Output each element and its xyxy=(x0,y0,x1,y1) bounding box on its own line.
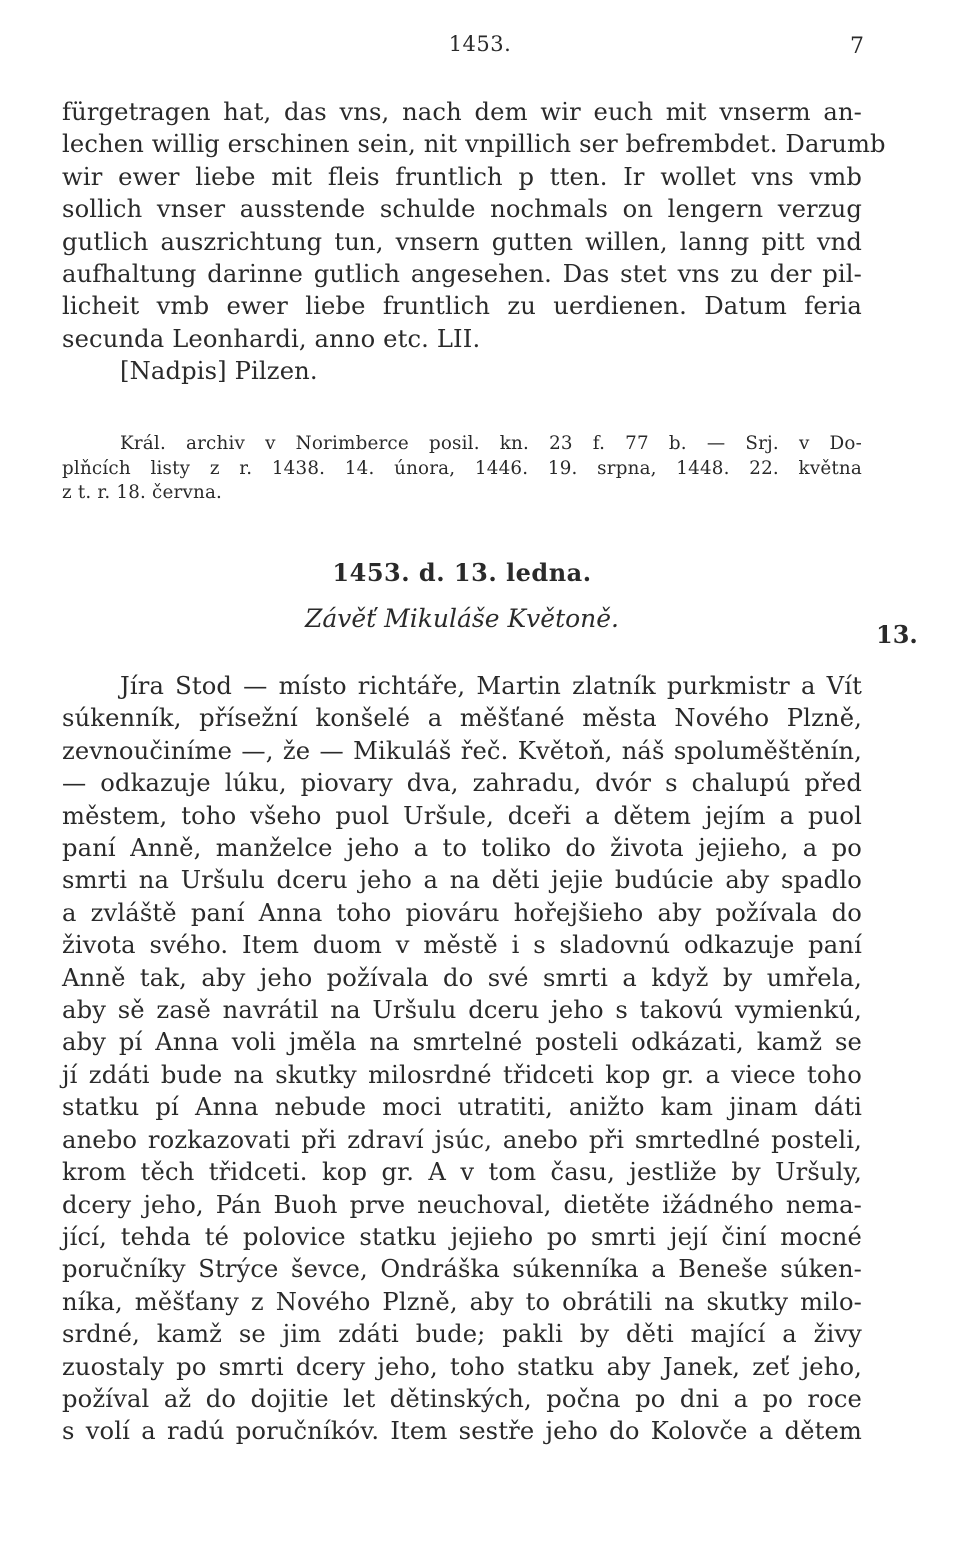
text-line: paní Anně, manželce jeho a to toliko do života jejieho, a po xyxy=(62,834,862,863)
text-line: licheit vmb ewer liebe fruntlich zu uerdienen. Datum feria xyxy=(62,292,862,321)
entry-title: Závěť Mikuláše Květoně. xyxy=(304,604,620,633)
text-line: anebo rozkazovati při zdraví jsúc, anebo při smrtedlné posteli, xyxy=(62,1125,862,1154)
text-line: súkenník, přísežní konšelé a měšťané města Nového Plzně, xyxy=(62,704,862,733)
text-line: — odkazuje lúku, piovary dva, zahradu, dvór s chalupú před xyxy=(62,769,862,798)
text-line: jí zdáti bude na skutky milosrdné třidceti kop gr. a viece toho xyxy=(62,1060,862,1089)
text-line: gutlich auszrichtung tun, vnsern gutten willen, lanng pitt vnd xyxy=(62,227,862,256)
note-line: z t. r. 18. června. xyxy=(62,482,223,503)
text-line: statku pí Anna nebude moci utratiti, anižto kam jinam dáti xyxy=(62,1093,862,1122)
entry-text xyxy=(62,670,862,1448)
page-number: 7 xyxy=(850,34,864,59)
text-line: zevnoučiníme —, že — Mikuláš řeč. Květoň, náš spoluměštěnín, xyxy=(62,736,862,765)
text-line: života svého. Item duom v městě i s sladovnú odkazuje paní xyxy=(62,931,862,960)
text-line: lechen willig erschinen sein, nit vnpillich ser befrembdet. Darumb xyxy=(62,130,886,159)
text-line: aby pí Anna voli jměla na smrtelné posteli odkázati, kamž se xyxy=(62,1028,862,1057)
text-line: s volí a radú poručníkóv. Item sestře jeho do Kolovče a dětem xyxy=(62,1417,862,1446)
note-line: Král. archiv v Norimberce posil. kn. 23 f. 77 b. — Srj. v Do- xyxy=(120,433,862,454)
text-line: secunda Leonhardi, anno etc. LII. xyxy=(62,324,481,353)
text-line: aufhaltung darinne gutlich angesehen. Das stet vns zu der pil- xyxy=(62,260,862,289)
entry-date-heading: 1453. d. 13. ledna. xyxy=(332,558,592,587)
running-header-year: 1453. xyxy=(448,32,512,56)
text-line: městem, toho všeho puol Uršule, dceři a dětem jejím a puol xyxy=(62,801,862,830)
text-line: poručníky Strýce ševce, Ondráška súkenníka a Beneše súken- xyxy=(62,1255,862,1284)
text-line: Jíra Stod — místo richtáře, Martin zlatník purkmistr a Vít xyxy=(120,672,862,700)
text-line: jící, tehda té polovice statku jejieho po smrti její činí mocné xyxy=(62,1222,862,1251)
letter-text xyxy=(62,96,886,388)
text-line: Anně tak, aby jeho požívala do své smrti a když by umřela, xyxy=(62,963,862,992)
text-line: sollich vnser ausstende schulde nochmals on lengern verzug xyxy=(62,195,862,224)
inscription: [Nadpis] Pilzen. xyxy=(120,357,318,386)
source-note xyxy=(62,432,862,506)
note-line: plňcích listy z r. 1438. 14. února, 1446. 19. srpna, 1448. 22. května xyxy=(62,457,862,479)
margin-entry-number: 13. xyxy=(876,620,918,649)
text-line: wir ewer liebe mit fleis fruntlich p tten. Ir wollet vns vmb xyxy=(62,162,862,191)
text-line: srdné, kamž se jim zdáti bude; pakli by děti mající a živy xyxy=(62,1320,862,1349)
text-line: zuostaly po smrti dcery jeho, toho statku aby Janek, zeť jeho, xyxy=(62,1352,862,1381)
text-line: požíval až do dojitie let dětinských, počna po dni a po roce xyxy=(62,1384,862,1413)
text-line: fürgetragen hat, das vns, nach dem wir euch mit vnserm an- xyxy=(62,98,862,126)
text-line: níka, měšťany z Nového Plzně, aby to obrátili na skutky milo- xyxy=(62,1287,862,1316)
text-line: dcery jeho, Pán Buoh prve neuchoval, dietěte ižádného nema- xyxy=(62,1190,862,1219)
text-line: a zvláště paní Anna toho piováru hořejšieho aby požívala do xyxy=(62,898,862,927)
text-line: smrti na Uršulu dceru jeho a na děti jejie budúcie aby spadlo xyxy=(62,866,862,895)
text-line: aby sě zasě navrátil na Uršulu dceru jeho s takovú vymienkú, xyxy=(62,996,862,1025)
text-line: krom těch třidceti. kop gr. A v tom času, jestliže by Uršuly, xyxy=(62,1158,862,1187)
